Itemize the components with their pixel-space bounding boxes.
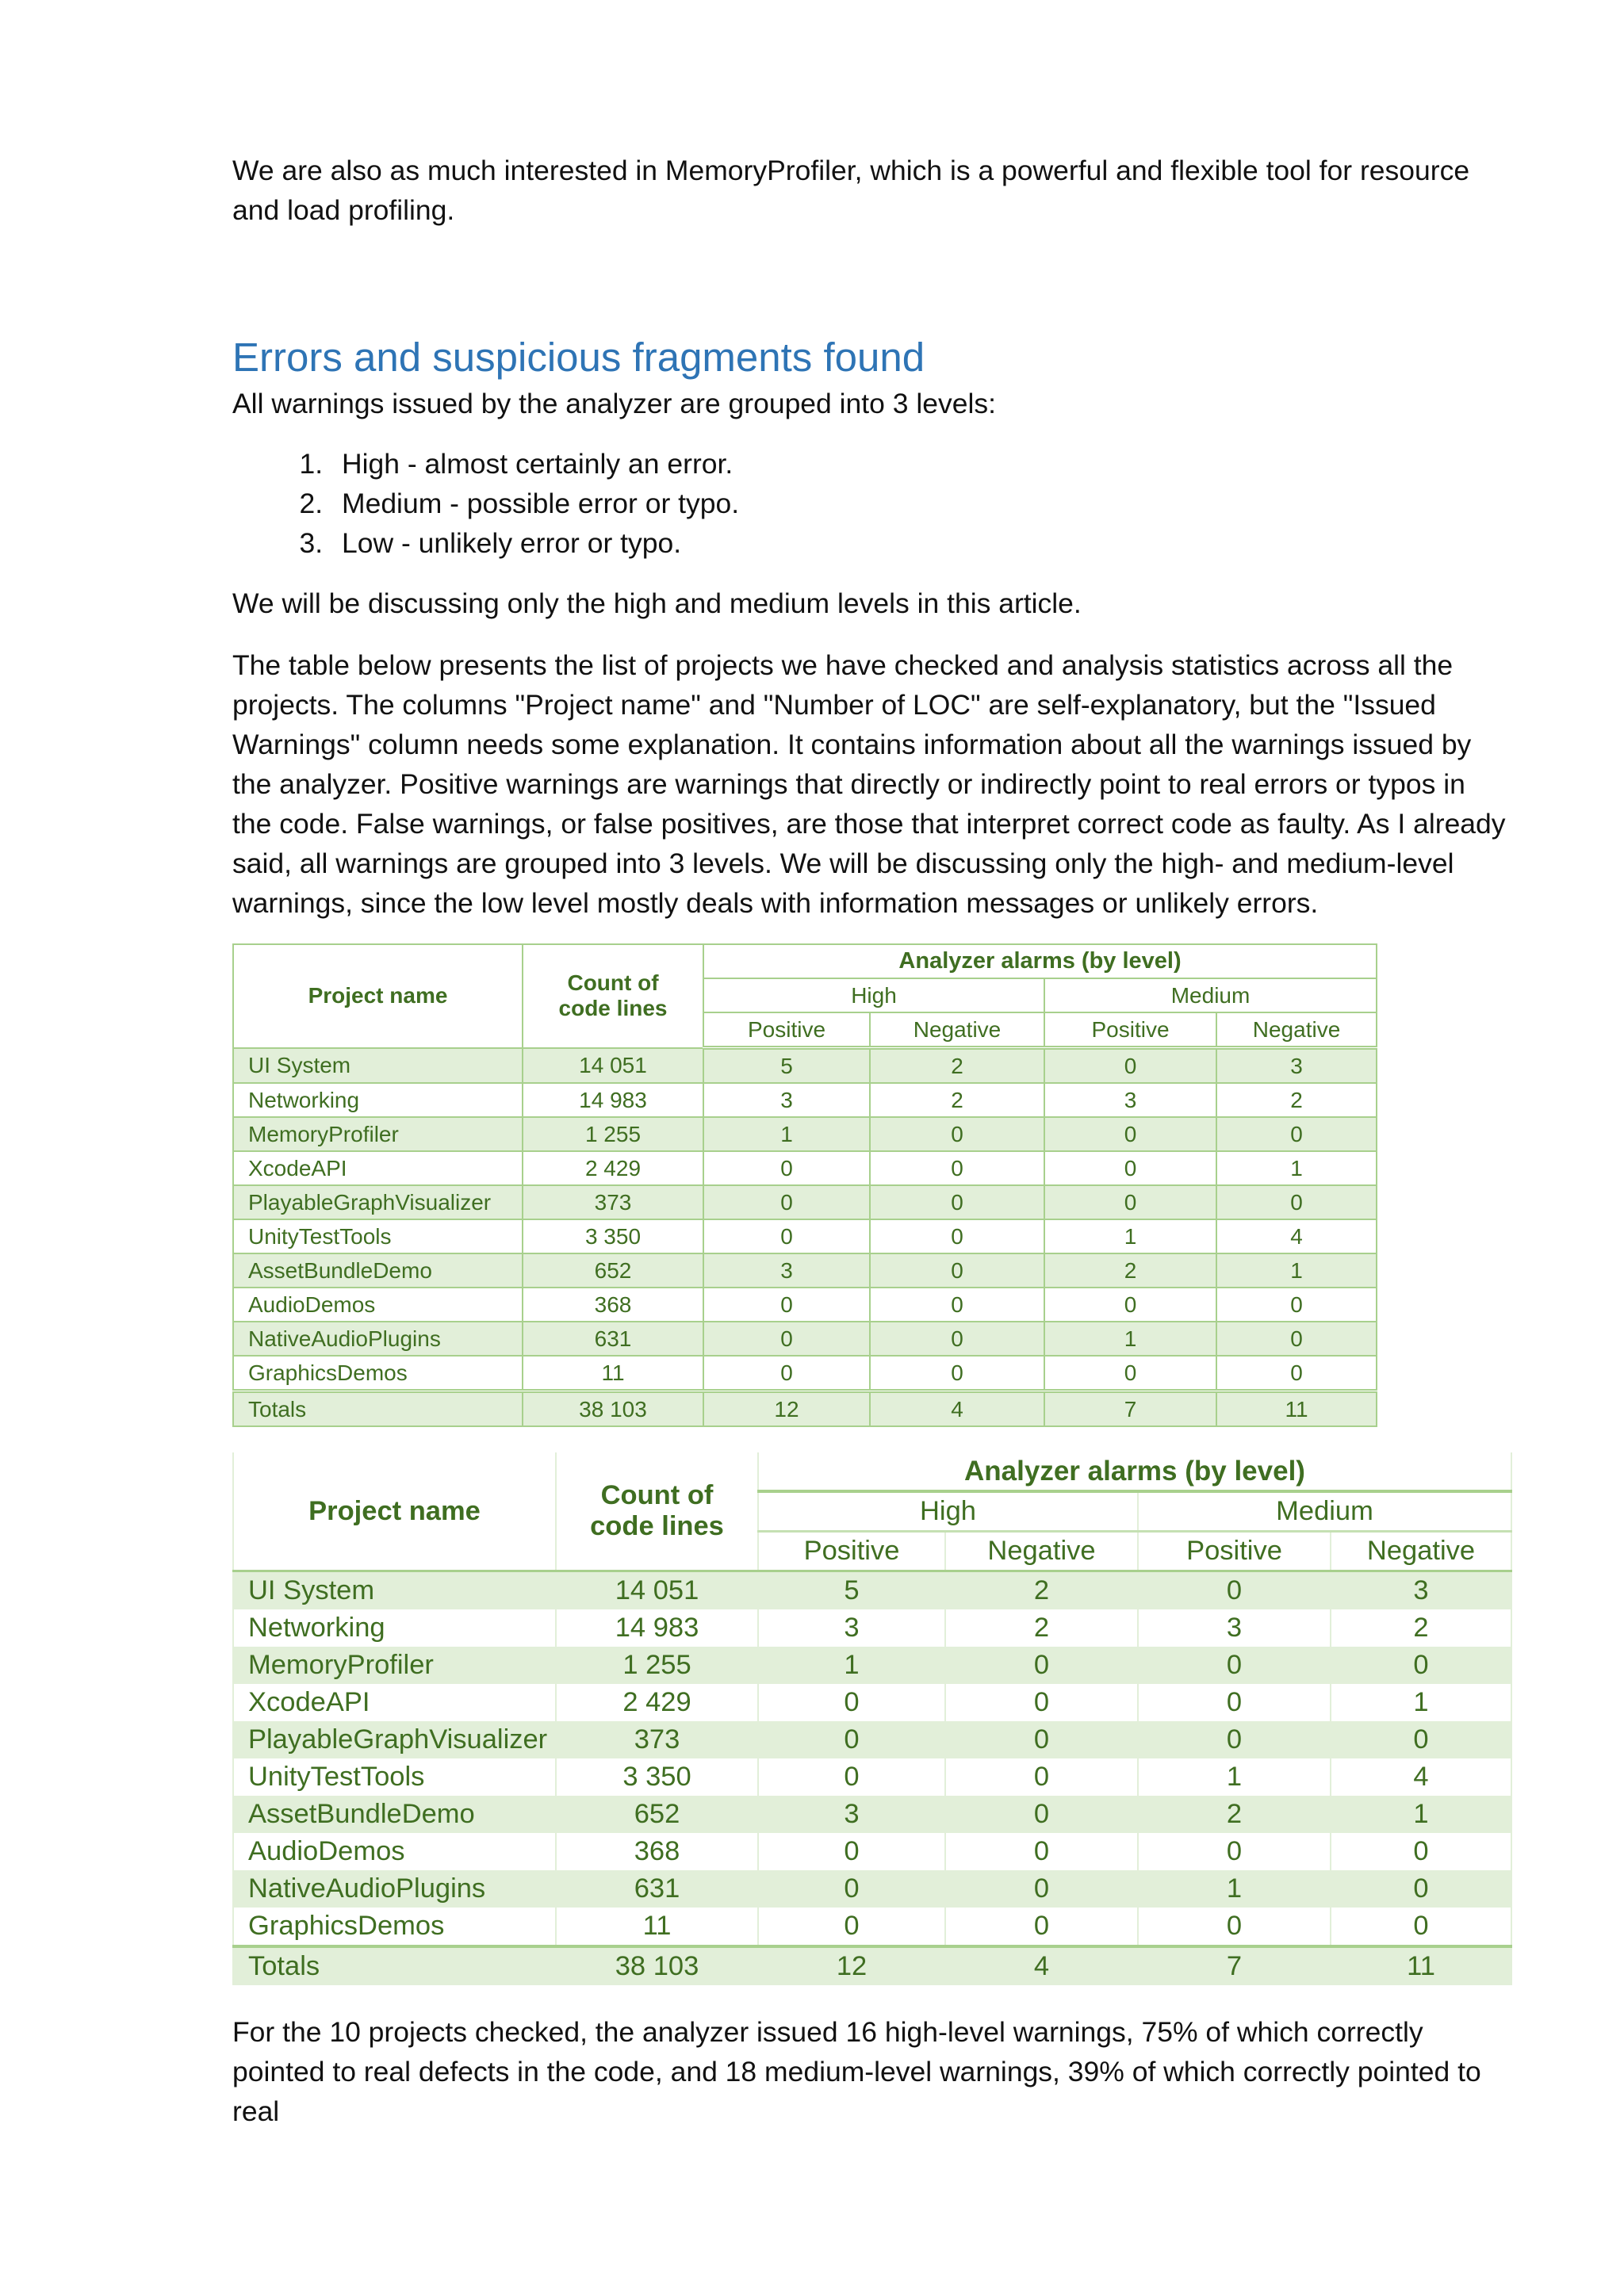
high-negative-cell: 0: [870, 1151, 1044, 1185]
conclusion-paragraph: For the 10 projects checked, the analyzer issued 16 high-level warnings, 75% of which correctly pointed to real defects in the code, and 18 medium-level warnings, 39% of which correctly pointed to real: [232, 2016, 1481, 2127]
medium-positive-cell: 0: [1044, 1048, 1216, 1084]
table-row: [233, 1253, 1377, 1288]
high-negative-cell: 0: [870, 1253, 1044, 1288]
loc-cell: 2 429: [556, 1684, 758, 1721]
project-name-cell: PlayableGraphVisualizer: [233, 1721, 556, 1758]
totals-row: [233, 1391, 1377, 1427]
totals-high-negative-cell: 4: [945, 1946, 1138, 1985]
table-row: [233, 1048, 1377, 1084]
table-row: [233, 1185, 1377, 1219]
project-name-cell: UI System: [233, 1571, 556, 1610]
high-positive-cell: 0: [758, 1833, 945, 1870]
totals-high-positive-cell: 12: [758, 1946, 945, 1985]
loc-cell: 14 051: [556, 1571, 758, 1610]
project-name-cell: AssetBundleDemo: [233, 1796, 556, 1833]
loc-cell: 368: [556, 1833, 758, 1870]
loc-cell: 3 350: [556, 1758, 758, 1796]
high-negative-cell: 0: [870, 1322, 1044, 1356]
project-name-cell: PlayableGraphVisualizer: [233, 1185, 523, 1219]
totals-project-name-cell: Totals: [233, 1946, 556, 1985]
high-positive-cell: 0: [703, 1219, 870, 1253]
high-negative-cell: 0: [870, 1288, 1044, 1322]
medium-negative-cell: 0: [1331, 1721, 1511, 1758]
table-row: [233, 1721, 1511, 1758]
table-row: [233, 1609, 1511, 1647]
table-row: [233, 1870, 1511, 1908]
medium-negative-cell: 0: [1216, 1322, 1377, 1356]
medium-positive-cell: 0: [1044, 1151, 1216, 1185]
project-name-cell: AudioDemos: [233, 1288, 523, 1322]
high-positive-header: Positive: [758, 1532, 945, 1571]
stats-table-small: [232, 943, 1377, 1427]
medium-negative-cell: 3: [1331, 1571, 1511, 1610]
high-negative-cell: 2: [870, 1048, 1044, 1084]
totals-medium-negative-cell: 11: [1331, 1946, 1511, 1985]
medium-header: Medium: [1044, 978, 1377, 1012]
high-positive-cell: 0: [703, 1322, 870, 1356]
medium-negative-cell: 2: [1331, 1609, 1511, 1647]
high-negative-header: Negative: [945, 1532, 1138, 1571]
high-positive-cell: 0: [758, 1758, 945, 1796]
medium-positive-cell: 1: [1044, 1219, 1216, 1253]
project-name-cell: MemoryProfiler: [233, 1647, 556, 1684]
totals-high-positive-cell: 12: [703, 1391, 870, 1427]
medium-positive-cell: 0: [1044, 1185, 1216, 1219]
loc-cell: 3 350: [523, 1219, 703, 1253]
loc-cell: 631: [556, 1870, 758, 1908]
high-negative-cell: 0: [945, 1647, 1138, 1684]
alarms-header: Analyzer alarms (by level): [703, 944, 1377, 978]
project-name-cell: NativeAudioPlugins: [233, 1322, 523, 1356]
loc-cell: 11: [556, 1908, 758, 1946]
totals-medium-positive-cell: 7: [1044, 1391, 1216, 1427]
count-header: Count of code lines: [523, 944, 703, 1048]
high-positive-header: Positive: [703, 1012, 870, 1048]
loc-cell: 373: [556, 1721, 758, 1758]
totals-loc-cell: 38 103: [523, 1391, 703, 1427]
medium-negative-cell: 0: [1216, 1117, 1377, 1151]
section-heading: Errors and suspicious fragments found: [232, 335, 925, 380]
high-positive-cell: 0: [758, 1908, 945, 1946]
high-negative-cell: 2: [945, 1571, 1138, 1610]
table-intro-paragraph: The table below presents the list of projects we have checked and analysis statistics across all the projects. The columns "Project name" and "Number of LOC" are self-explanatory, but the "Issued Warnings" column needs some explanation. It contains information about all the warnings issued by the analyzer. Positive warnings are warnings that directly or indirectly point to real errors or typos in the code. False warnings, or false positives, are those that interpret correct code as faulty. As I already said, all warnings are grouped into 3 levels. We will be discussing only the high- and medium-level warnings, since the low level mostly deals with information messages or unlikely errors.: [232, 649, 1506, 919]
high-positive-cell: 0: [758, 1684, 945, 1721]
loc-cell: 1 255: [556, 1647, 758, 1684]
medium-positive-cell: 0: [1044, 1117, 1216, 1151]
medium-negative-cell: 0: [1216, 1288, 1377, 1322]
project-name-cell: MemoryProfiler: [233, 1117, 523, 1151]
list-item: 2. Medium - possible error or typo.: [331, 484, 1511, 523]
project-name-cell: UnityTestTools: [233, 1758, 556, 1796]
high-positive-cell: 0: [703, 1356, 870, 1391]
medium-positive-cell: 0: [1138, 1647, 1331, 1684]
high-positive-cell: 0: [703, 1288, 870, 1322]
loc-cell: 14 983: [556, 1609, 758, 1647]
project-name-cell: GraphicsDemos: [233, 1908, 556, 1946]
medium-negative-cell: 0: [1216, 1185, 1377, 1219]
medium-negative-header: Negative: [1331, 1532, 1511, 1571]
table-row: [233, 1647, 1511, 1684]
table-row: [233, 1083, 1377, 1117]
project-name-cell: XcodeAPI: [233, 1151, 523, 1185]
medium-positive-header: Positive: [1138, 1532, 1331, 1571]
totals-medium-negative-cell: 11: [1216, 1391, 1377, 1427]
high-positive-cell: 3: [758, 1796, 945, 1833]
medium-positive-cell: 1: [1138, 1758, 1331, 1796]
high-positive-cell: 1: [703, 1117, 870, 1151]
medium-positive-cell: 0: [1138, 1571, 1331, 1610]
totals-medium-positive-cell: 7: [1138, 1946, 1331, 1985]
table-row: [233, 1151, 1377, 1185]
table-row: [233, 1117, 1377, 1151]
list-item: 3. Low - unlikely error or typo.: [331, 523, 1511, 563]
high-negative-cell: 0: [870, 1117, 1044, 1151]
medium-positive-cell: 3: [1138, 1609, 1331, 1647]
medium-negative-cell: 3: [1216, 1048, 1377, 1084]
medium-negative-header: Negative: [1216, 1012, 1377, 1048]
high-negative-cell: 0: [945, 1833, 1138, 1870]
high-negative-cell: 0: [945, 1721, 1138, 1758]
table2-body: [233, 1571, 1511, 1986]
medium-negative-cell: 0: [1331, 1647, 1511, 1684]
medium-negative-cell: 1: [1331, 1684, 1511, 1721]
loc-cell: 373: [523, 1185, 703, 1219]
table-row: [233, 1796, 1511, 1833]
table-row: [233, 1288, 1377, 1322]
medium-positive-cell: 0: [1138, 1684, 1331, 1721]
levels-list: [232, 444, 1511, 563]
totals-loc-cell: 38 103: [556, 1946, 758, 1985]
stats-table-large: [232, 1452, 1512, 1985]
project-name-cell: Networking: [233, 1609, 556, 1647]
high-negative-cell: 2: [870, 1083, 1044, 1117]
loc-cell: 11: [523, 1356, 703, 1391]
high-positive-cell: 1: [758, 1647, 945, 1684]
medium-negative-cell: 4: [1331, 1758, 1511, 1796]
loc-cell: 652: [556, 1796, 758, 1833]
high-negative-cell: 0: [945, 1908, 1138, 1946]
medium-negative-cell: 1: [1216, 1253, 1377, 1288]
totals-high-negative-cell: 4: [870, 1391, 1044, 1427]
project-name-cell: AssetBundleDemo: [233, 1253, 523, 1288]
medium-positive-cell: 1: [1044, 1322, 1216, 1356]
medium-negative-cell: 4: [1216, 1219, 1377, 1253]
project-name-cell: UI System: [233, 1048, 523, 1084]
high-positive-cell: 0: [758, 1721, 945, 1758]
high-positive-cell: 3: [758, 1609, 945, 1647]
project-name-cell: GraphicsDemos: [233, 1356, 523, 1391]
discussion-paragraph: We will be discussing only the high and medium levels in this article.: [232, 587, 1082, 619]
intro-paragraph: We are also as much interested in MemoryProfiler, which is a powerful and flexible tool for resource and load profiling.: [232, 155, 1470, 226]
medium-positive-cell: 0: [1044, 1356, 1216, 1391]
project-name-cell: UnityTestTools: [233, 1219, 523, 1253]
loc-cell: 631: [523, 1322, 703, 1356]
table-row: [233, 1322, 1377, 1356]
high-negative-cell: 0: [870, 1356, 1044, 1391]
high-positive-cell: 3: [703, 1253, 870, 1288]
table1-body: [233, 1048, 1377, 1427]
high-positive-cell: 5: [703, 1048, 870, 1084]
project-name-cell: XcodeAPI: [233, 1684, 556, 1721]
medium-positive-cell: 1: [1138, 1870, 1331, 1908]
medium-positive-cell: 0: [1138, 1908, 1331, 1946]
high-header: High: [758, 1491, 1138, 1532]
document-page: [232, 151, 1511, 2131]
list-item: 1. High - almost certainly an error.: [331, 444, 1511, 484]
high-positive-cell: 0: [758, 1870, 945, 1908]
project-name-cell: Networking: [233, 1083, 523, 1117]
table-row: [233, 1219, 1377, 1253]
table-row: [233, 1571, 1511, 1610]
medium-negative-cell: 2: [1216, 1083, 1377, 1117]
medium-positive-header: Positive: [1044, 1012, 1216, 1048]
table-row: [233, 1758, 1511, 1796]
loc-cell: 2 429: [523, 1151, 703, 1185]
medium-positive-cell: 2: [1044, 1253, 1216, 1288]
loc-cell: 14 983: [523, 1083, 703, 1117]
table-row: [233, 1356, 1377, 1391]
medium-positive-cell: 0: [1044, 1288, 1216, 1322]
medium-negative-cell: 1: [1331, 1796, 1511, 1833]
loc-cell: 368: [523, 1288, 703, 1322]
medium-negative-cell: 0: [1331, 1870, 1511, 1908]
project-name-header: Project name: [233, 944, 523, 1048]
medium-negative-cell: 1: [1216, 1151, 1377, 1185]
totals-project-name-cell: Totals: [233, 1391, 523, 1427]
levels-intro: All warnings issued by the analyzer are grouped into 3 levels:: [232, 388, 996, 419]
loc-cell: 1 255: [523, 1117, 703, 1151]
high-negative-cell: 0: [945, 1870, 1138, 1908]
table-row: [233, 1833, 1511, 1870]
alarms-header: Analyzer alarms (by level): [758, 1452, 1511, 1491]
high-positive-cell: 5: [758, 1571, 945, 1610]
medium-positive-cell: 0: [1138, 1833, 1331, 1870]
medium-negative-cell: 0: [1331, 1908, 1511, 1946]
high-negative-cell: 0: [870, 1185, 1044, 1219]
high-negative-cell: 0: [945, 1758, 1138, 1796]
medium-negative-cell: 0: [1331, 1833, 1511, 1870]
medium-positive-cell: 0: [1138, 1721, 1331, 1758]
high-positive-cell: 3: [703, 1083, 870, 1117]
project-name-cell: NativeAudioPlugins: [233, 1870, 556, 1908]
project-name-cell: AudioDemos: [233, 1833, 556, 1870]
medium-negative-cell: 0: [1216, 1356, 1377, 1391]
loc-cell: 14 051: [523, 1048, 703, 1084]
medium-positive-cell: 2: [1138, 1796, 1331, 1833]
high-header: High: [703, 978, 1044, 1012]
high-negative-header: Negative: [870, 1012, 1044, 1048]
high-positive-cell: 0: [703, 1185, 870, 1219]
totals-row: [233, 1946, 1511, 1985]
medium-header: Medium: [1138, 1491, 1511, 1532]
high-negative-cell: 2: [945, 1609, 1138, 1647]
high-negative-cell: 0: [870, 1219, 1044, 1253]
medium-positive-cell: 3: [1044, 1083, 1216, 1117]
table-row: [233, 1908, 1511, 1946]
project-name-header: Project name: [233, 1452, 556, 1571]
count-header: Count of code lines: [556, 1452, 758, 1571]
high-negative-cell: 0: [945, 1796, 1138, 1833]
loc-cell: 652: [523, 1253, 703, 1288]
high-positive-cell: 0: [703, 1151, 870, 1185]
table-row: [233, 1684, 1511, 1721]
high-negative-cell: 0: [945, 1684, 1138, 1721]
